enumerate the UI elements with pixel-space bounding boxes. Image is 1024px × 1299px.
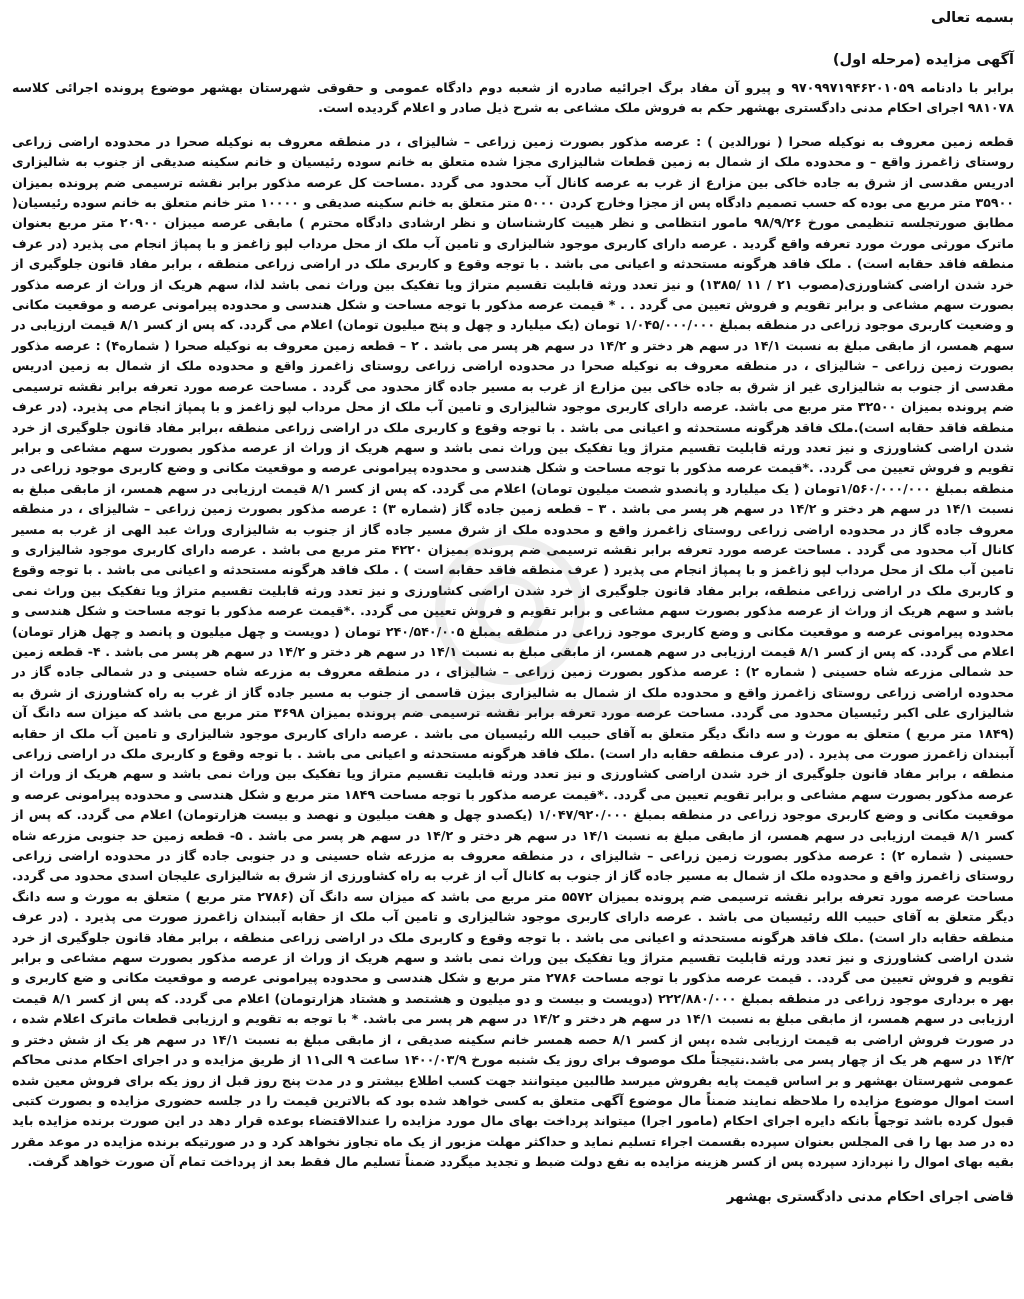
notice-title: آگهی مزایده (مرحله اول) [832,52,1014,68]
body-paragraph: قطعه زمین معروف به نوکیله صحرا ( نورالدین ) : عرصه مذکور بصورت زمین زراعی – شالیزای ، در منطقه معروف به نوکیله صحرا در محدوده اراضی زراعی روستای زاغمرز واقع – و محدوده ملک از شمال به زمین قطعات شالیزاری مجزا شده متعلق به خانم سوده رئیسیان و خانم سکینه صدیقی از جنوب به شالیزاری ادریس مقدسی از شرق به جاده خاکی بین مزارع از غرب به عرصه کانال آب محدود می گردد .مساحت کل عرصه مذکور برابر نقشه ترسیمی ضم پرونده بمیزان ۳۵۹۰۰ متر مربع می بوده که حسب تصمیم دادگاه پس از مجزا وخارج کردن ۵۰۰۰ متر متعلق به خانم سکینه صدیقی و ۱۰۰۰۰ متر خانم متعلق به خانم سوده رئیسیان( مطابق صورتجلسه تنظیمی مورخ ۹۸/۹/۲۶ مامور انتظامی و نظر هییت کارشناسان و نظر ارشادی دادگاه محترم ) مابقی عرصه میبزان ۲۰۹۰۰ متر مربع بعنوان ماترک مورثی مورث مورد تعرفه واقع گردید . عرصه دارای کاربری موجود شالیزاری و تامین آب ملک از محل مرداب لپو زاغمز و با پمپاژ انجام می پذیرد (در عرف منطقه فاقد حقابه است) . ملک فاقد هرگونه مستحدثه و اعیانی می باشد . با توجه وقوع و کاربری ملک در اراضی زراعی منطقه ، برابر مفاد قانون جلوگیری از خرد شدن اراضی کشاورزی(مصوب ۲۱ / ۱۱ /۱۳۸۵) و نیز تعدد ورثه قابلیت تقسیم متراژ ویا تفکیک بین وراث نمی باشد لذا، سهم هریک از وراث از عرصه مذکور بصورت سهم مشاعی و برابر تقویم و فروش تعیین می گردد . . * قیمت عرصه مذکور با توجه مساحت و شکل هندسی و محدوده پیرامونی عرصه و موقعیت مکانی و وضعیت کاربری موجود زراعی در منطقه بمبلغ ۱/۰۴۵/۰۰۰/۰۰۰ تومان (یک میلیارد و چهل و پنج میلیون تومان) اعلام می گردد. که پس از کسر ۸/۱ قیمت ارزیابی در سهم همسر، از مابقی مبلغ به نسبت ۱۴/۱ در سهم هر دختر و ۱۴/۲ در سهم هر پسر می باشد . ۲ – قطعه زمین معروف به نوکیله صحرا ( شماره۴) : عرصه مذکور بصورت زمین زراعی – شالیزای ، در منطقه معروف به نوکیله صحرا در محدوده اراضی زراعی روستای زاغمرز واقع و محدوده ملک از شمال به زمین ادریس مقدسی از جنوب به شالیزاری غیر از شرق به جاده خاکی بین مزارع از غرب به مسیر جاده گاز محدود می گردد . مساحت عرصه مورد تعرفه برابر نقشه ترسیمی ضم پرونده بمیزان ۳۲۵۰۰ متر مربع می باشد. عرصه دارای کاربری موجود شالیزاری و تامین آب ملک از محل مرداب لپو زاغمز و با پمپاژ انجام می پذیرد. (در عرف منطقه فاقد حقابه است).ملک فاقد هرگونه مستحدثه و اعیانی می باشد . با توجه وقوع و کاربری ملک در اراضی زراعی منطقه ،برابر مفاد قانون جلوگیری از خرد شدن اراضی کشاورزی و نیز تعدد ورثه قابلیت تقسیم متراژ ویا تفکیک بین وراث نمی باشد و سهم هریک از وراث از عرصه مذکور بصورت سهم مشاعی و برابر تقویم و فروش تعیین می گردد. .*قیمت عرصه مذکور با توجه مساحت و شکل هندسی و محدوده پیرامونی عرصه و موقعیت مکانی و وضع کاربری موجود زراعی در منطقه بمبلغ ۱/۵۶۰/۰۰۰/۰۰۰تومان ( یک میلیارد و پانصدو شصت میلیون تومان) اعلام می گردد. که پس از کسر ۸/۱ قیمت ارزیابی در سهم همسر، از مابقی مبلغ به نسبت ۱۴/۱ در سهم هر دختر و ۱۴/۲ در سهم هر پسر می باشد . ۳ – قطعه زمین جاده گاز (شماره ۳) : عرصه مذکور بصورت زمین زراعی – شالیزای ، در منطقه معروف جاده گاز در محدوده اراضی زراعی روستای زاغمرز واقع و محدوده ملک از شرق مسیر جاده گاز از جنوب به شالیزاری وراث عبد الهی از غرب به مسیر کانال آب محدود می گردد . مساحت عرصه مورد تعرفه برابر نقشه ترسیمی ضم پرونده بمیزان ۴۲۲۰ متر مربع می باشد . عرصه دارای کاربری موجود شالیزاری و تامین آب ملک از محل مرداب لپو زاغمز و با پمپاژ انجام می پذیرد ( عرف منطقه فاقد حقابه است ) . ملک فاقد هرگونه مستحدثه و اعیانی می باشد . با توجه وقوع و کاربری ملک در اراضی زراعی منطقه، برابر مفاد قانون جلوگیری از خرد شدن اراضی کشاورزی و نیز تعدد ورثه قابلیت تقسیم متراژ ویا تفکیک بین وراث نمی باشد و سهم هریک از وراث از عرصه مذکور بصورت سهم مشاعی و برابر تقویم و فروش تعیین می گردد. .*قیمت عرصه مذکور با توجه مساحت و شکل هندسی و محدوده پیرامونی عرصه و موقعیت مکانی و وضع کاربری موجود زراعی در منطقه بمبلغ ۲۴۰/۵۴۰/۰۰۵ تومان ( دویست و چهل میلیون و پانصد و چهل هزار تومان) اعلام می گردد. که پس از کسر ۸/۱ قیمت ارزیابی در سهم همسر، از مابقی مبلغ به نسبت ۱۴/۱ در سهم هر دختر و ۱۴/۲ در سهم هر پسر می باشد . ۴- قطعه زمین حد شمالی مزرعه شاه حسینی ( شماره ۲) : عرصه مذکور بصورت زمین زراعی – شالیزای ، در منطقه معروف به مزرعه شاه حسینی و در شمالی جاده گاز در محدوده اراضی زراعی روستای زاغمرز واقع و محدوده ملک از شمال به شالیزاری بیژن قاسمی از جنوب به مسیر جاده گاز از غرب به راه کشاورزی از شرق به شالیزاری علی اکبر رئیسیان محدود می گردد. مساحت عرصه مورد تعرفه برابر نقشه ترسیمی ضم پرونده بمیزان ۳۶۹۸ متر مربع می باشد که میزان سه دانگ آن (۱۸۴۹ متر مربع ) متعلق به مورث و سه دانگ دیگر متعلق به آقای حبیب الله رئیسیان می باشد . عرصه دارای کاربری موجود شالیزاری و تامین آب ملک از حقابه آببندان زاغمرز صورت می پذیرد . (در عرف منطقه حقابه دار است) .ملک فاقد هرگونه مستحدثه و اعیانی می باشد . با توجه وقوع و کاربری ملک در اراضی زراعی منطقه ، برابر مفاد قانون جلوگیری از خرد شدن اراضی کشاورزی و نیز تعدد ورثه قابلیت تقسیم متراژ ویا تفکیک بین وراث نمی باشد و سهم هریک از وراث از عرصه مذکور بصورت سهم مشاعی و برابر تقویم تعیین می گردد. .*قیمت عرصه مذکور با توجه مساحت ۱۸۴۹ متر مربع و شکل هندسی و محدوده پیرامونی عرصه و موقعیت مکانی و وضع کاربری موجود زراعی در منطقه بمبلغ ۱/۰۴۷/۹۲۰/۰۰۰ (یکصدو چهل و هفت میلیون و نهصد و بیست هزارتومان) اعلام می گردد. که پس از کسر ۸/۱ قیمت ارزیابی در سهم همسر، از مابقی مبلغ به نسبت ۱۴/۱ در سهم هر دختر و ۱۴/۲ در سهم هر پسر می باشد . ۵- قطعه زمین حد جنوبی مزرعه شاه حسینی ( شماره ۲) : عرصه مذکور بصورت زمین زراعی – شالیزای ، در منطقه معروف به مزرعه شاه حسینی و در جنوبی جاده گاز در محدوده اراضی زراعی روستای زاغمرز واقع و محدوده ملک از شمال به مسیر جاده گاز از جنوب به کانال آب از غرب به راه کشاورزی از شرق به شالیزاری علیجان اسدی محدود می گردد. مساحت عرصه مورد تعرفه برابر نقشه ترسیمی ضم پرونده بمیزان ۵۵۷۲ متر مربع می باشد که میزان سه دانگ آن (۲۷۸۶ متر مربع ) متعلق به مورث و سه دانگ دیگر متعلق به آقای حبیب الله رئیسیان می باشد . عرصه دارای کاربری موجود شالیزاری و تامین آب ملک از حقابه آببندان زاغمرز صورت می پذیرد . (در عرف منطقه حقابه دار است) .ملک فاقد هرگونه مستحدثه و اعیانی می باشد . با توجه وقوع و کاربری ملک در اراضی زراعی منطقه ، برابر مفاد قانون جلوگیری از خرد شدن اراضی کشاورزی و نیز تعدد ورثه قابلیت تقسیم متراژ ویا تفکیک بین وراث نمی باشد و سهم هریک از وراث از عرصه مذکور بصورت سهم مشاعی و برابر تقویم و فروش تعیین می گردد. . قیمت عرصه مذکور با توجه مساحت ۲۷۸۶ متر مربع و شکل هندسی و محدوده پیرامونی عرصه و موقعیت مکانی و ضع کاربری و بهر ه برداری موجود زراعی در منطقه بمبلغ ۲۲۲/۸۸۰/۰۰۰ (دویست و بیست و دو میلیون و هشتصد و هشتاد هزارتومان) اعلام می گردد. که پس از کسر ۸/۱ قیمت ارزیابی در سهم همسر، از مابقی مبلغ به نسبت ۱۴/۱ در سهم هر دختر و ۱۴/۲ در سهم هر پسر می باشد. * با توجه به تقویم و ارزیابی قطعات ماترک اعلام شده ، در صورت فروش اراضی به قیمت ارزیابی شده ،پس از کسر ۸/۱ حصه همسر خانم سکینه صدیقی ، از مابقی مبلغ به نسبت ۱۴/۱ در سهم هر یک از شش دختر و ۱۴/۲ در سهم هر یک از چهار پسر می باشد.نتیجتاً ملک موصوف برای روز یک شنبه مورخ ۱۴۰۰/۰۳/۹ ساعت ۹ الی۱۱ از طریق مزایده و در اجرای احکام مدنی محاکم عمومی شهرستان بهشهر و بر اساس قیمت پایه بفروش میرسد طالبین میتوانند جهت کسب اطلاع بیشتر و در مدت پنج روز قبل از روز یکه برای فروش معین شده است اموال موضوع مزایده را ملاحظه نمایند ضمناً مال موضوع آگهی متعلق به کسی خواهد شده بود که بالاترین قیمت را در جلسه حضوری مزایده و بصورت کتبی قبول کرده باشد توجهاً بانکه دایره اجرای احکام (مامور اجرا) میتواند پرداخت بهای مال مورد مزایده را عندالاقتضاء بوعده قرار دهد در این صورت برنده مزایده باید ده در صد بها را فی المجلس بعنوان سپرده بقسمت اجراء تسلیم نماید و حداکثر مهلت مزبور از یک ماه تجاوز نخواهد کرد و در صورتیکه برنده مزایده در موعد مقرر بقیه بهای اموال را نپردازد سپرده پس از کسر هزینه مزایده به نفع دولت ضبط و تجدید میگردد ضمناً تسلیم مال فقط بعد از پرداخت تمام آن صورت خواهد گرفت. [12,133,1015,1170]
bismillah-heading: بسمه تعالی [931,10,1014,26]
signature-line: قاضی اجرای احکام مدنی دادگستری بهشهر [726,1188,1014,1205]
intro-paragraph: برابر با دادنامه ۹۷۰۹۹۷۱۹۴۶۲۰۱۰۵۹ و پیرو آن مفاد برگ اجرائیه صادره از شعبه دوم دادگاه عمومی و حقوقی شهرستان بهشهر موضوع پرونده اجرائی کلاسه ۹۸۱۰۷۸ اجرای احکام مدنی دادگستری بهشهر حکم به فروش ملک مشاعی به شرح ذیل صادر و اعلام گردیده است. [12,80,1014,116]
